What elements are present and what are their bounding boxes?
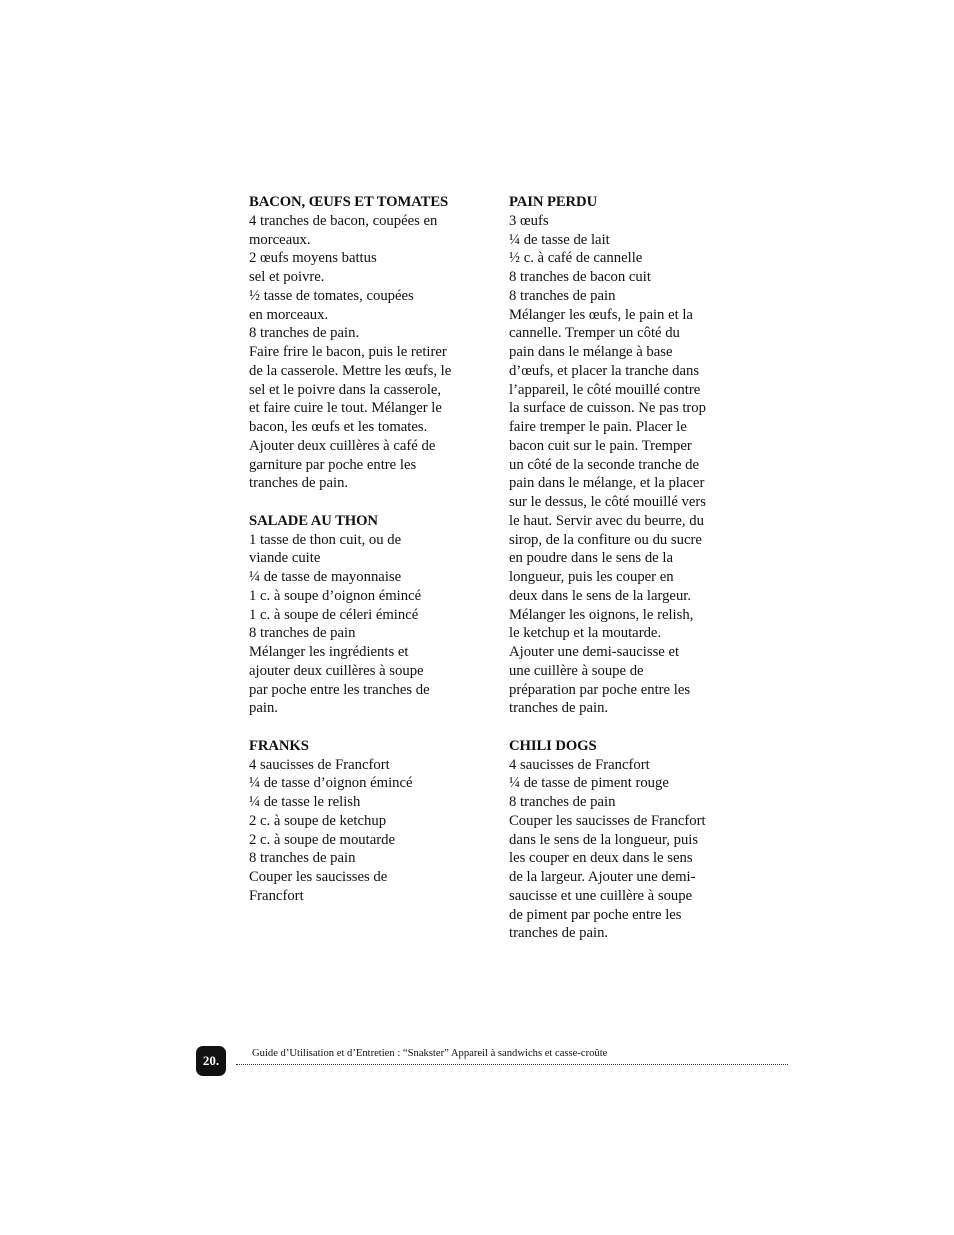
recipe-line: bacon, les œufs et les tomates. (249, 419, 428, 435)
recipe-line: Francfort (249, 887, 304, 904)
recipe-line: par poche entre les tranches de (249, 681, 430, 698)
recipe-line: en poudre dans le sens de la (509, 550, 673, 567)
recipe-line: pain dans le mélange à base (509, 344, 673, 360)
recipe-line: de la casserole. Mettre les œufs, le (249, 362, 452, 379)
recipe-line: sel et le poivre dans la casserole, (249, 381, 442, 398)
recipe-line: Couper les saucisses de (249, 869, 388, 885)
footer-title: Guide d’Utilisation et d’Entretien : “Snakster” Appareil à sandwichs et casse-croûte (252, 1048, 608, 1059)
recipe-line: Ajouter deux cuillères à café de (249, 437, 436, 454)
recipe-line: sel et poivre. (249, 269, 325, 285)
recipe-line: Couper les saucisses de Francfort (509, 812, 706, 829)
recipe-line: tranches de pain. (509, 925, 609, 942)
recipe-line: 1 c. à soupe de céleri émincé (249, 606, 419, 623)
recipe-line: saucisse et une cuillère à soupe (509, 887, 693, 904)
recipe-line: 2 c. à soupe de moutarde (249, 831, 396, 848)
recipe-line: bacon cuit sur le pain. Tremper (509, 437, 692, 454)
recipe-line: 8 tranches de pain. (249, 325, 360, 342)
recipe-line: le ketchup et la moutarde. (509, 625, 662, 642)
recipe-line: les couper en deux dans le sens (509, 850, 693, 867)
recipe-line: longueur, puis les couper en (509, 569, 674, 585)
recipe-line: ½ c. à café de cannelle (509, 250, 643, 267)
recipe-line: Ajouter une demi-saucisse et (509, 644, 680, 660)
recipe-line: ¼ de tasse de mayonnaise (249, 569, 402, 585)
recipe-title: FRANKS (249, 737, 309, 754)
recipe-line: un côté de la seconde tranche de (509, 456, 700, 473)
recipe-franks (249, 737, 474, 906)
recipe-line: garniture par poche entre les (249, 456, 417, 473)
recipe-line: faire tremper le pain. Placer le (509, 419, 687, 435)
recipe-line: Faire frire le bacon, puis le retirer (249, 344, 447, 360)
right-column (509, 193, 734, 962)
recipe-line: Mélanger les ingrédients et (249, 644, 409, 660)
recipe-line: 3 œufs (509, 212, 549, 229)
recipe-line: la surface de cuisson. Ne pas trop (509, 400, 706, 417)
recipe-line: en morceaux. (249, 306, 329, 323)
page-footer (196, 1046, 788, 1078)
recipe-title: PAIN PERDU (509, 194, 598, 210)
recipe-pain-perdu (509, 193, 734, 718)
recipe-line: cannelle. Tremper un côté du (509, 325, 680, 342)
recipe-line: pain. (249, 700, 278, 717)
recipe-line: dans le sens de la longueur, puis (509, 831, 699, 848)
footer-dotted-rule (236, 1064, 788, 1065)
recipe-line: ¼ de tasse d’oignon émincé (249, 775, 413, 792)
recipe-line: ajouter deux cuillères à soupe (249, 662, 424, 679)
recipe-line: morceaux. (249, 231, 311, 248)
recipe-line: tranches de pain. (509, 700, 609, 717)
recipe-bacon-oeufs-et-tomates (249, 193, 474, 493)
page-number-badge: 20. (196, 1046, 226, 1076)
recipe-line: tranches de pain. (249, 475, 349, 492)
recipe-line: viande cuite (249, 550, 321, 567)
recipe-line: 4 saucisses de Francfort (249, 756, 390, 773)
recipe-line: de piment par poche entre les (509, 906, 682, 923)
recipe-title: SALADE AU THON (249, 512, 378, 529)
recipe-line: une cuillère à soupe de (509, 662, 644, 679)
recipe-line: sur le dessus, le côté mouillé vers (509, 494, 707, 510)
recipe-line: 1 c. à soupe d’oignon émincé (249, 587, 422, 604)
recipe-line: Mélanger les œufs, le pain et la (509, 306, 693, 323)
recipe-line: 4 tranches de bacon, coupées en (249, 212, 438, 229)
recipe-line: deux dans le sens de la largeur. (509, 587, 692, 604)
recipe-title: CHILI DOGS (509, 737, 597, 754)
recipe-line: sirop, de la confiture ou du sucre (509, 531, 702, 548)
recipe-chili-dogs (509, 737, 734, 943)
recipe-line: Mélanger les oignons, le relish, (509, 606, 694, 623)
recipe-line: 8 tranches de pain (509, 794, 616, 810)
recipe-line: 8 tranches de pain (509, 287, 616, 304)
recipe-line: de la largeur. Ajouter une demi- (509, 869, 696, 885)
recipe-line: 2 c. à soupe de ketchup (249, 812, 387, 829)
recipe-line: l’appareil, le côté mouillé contre (509, 381, 701, 398)
left-column (249, 193, 474, 924)
recipe-line: 4 saucisses de Francfort (509, 756, 650, 773)
recipe-line: ½ tasse de tomates, coupées (249, 287, 414, 304)
recipe-line: 1 tasse de thon cuit, ou de (249, 531, 402, 548)
recipe-line: ¼ de tasse de piment rouge (509, 775, 669, 792)
recipe-line: 8 tranches de pain (249, 625, 356, 642)
recipe-salade-au-thon (249, 512, 474, 718)
recipe-title: BACON, ŒUFS ET TOMATES (249, 194, 449, 210)
recipe-line: 8 tranches de pain (249, 850, 356, 867)
recipe-line: ¼ de tasse de lait (509, 231, 610, 248)
recipe-line: 8 tranches de bacon cuit (509, 269, 651, 285)
recipe-line: préparation par poche entre les (509, 681, 691, 698)
recipe-line: d’œufs, et placer la tranche dans (509, 362, 700, 379)
recipe-line: le haut. Servir avec du beurre, du (509, 512, 704, 529)
recipe-line: pain dans le mélange, et la placer (509, 475, 705, 492)
recipe-line: ¼ de tasse le relish (249, 794, 361, 810)
recipe-line: et faire cuire le tout. Mélanger le (249, 400, 442, 417)
recipe-line: 2 œufs moyens battus (249, 250, 377, 267)
